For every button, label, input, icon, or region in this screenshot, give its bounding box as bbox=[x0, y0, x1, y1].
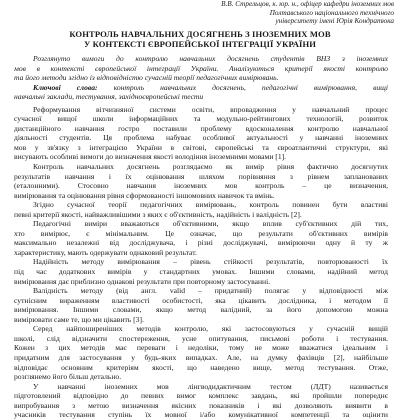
text-line: певні критерії якості, найважливішими з яких є об'єктивність, надійність і валідність [2]. bbox=[14, 209, 302, 219]
text-line: характеристику, мають одержувати однаковий результат. bbox=[14, 247, 197, 257]
text-line: максимально незалежні від досліджувача, і різні досліджувачі, вимірюючи одну й ту ж bbox=[14, 238, 388, 248]
text-line: придатним для застосування у будь-яких випадках. Але, на думку фахівців [2], найбільше bbox=[14, 352, 388, 362]
text-line: Реформування вітчизняної системи освіти, впровадження у навчальний процес bbox=[33, 104, 388, 114]
author-header bbox=[94, 0, 394, 26]
paragraph bbox=[14, 200, 388, 219]
text-line: Згідно сучасної теорії педагогічних вимірювань, контроль повинен бути властиві bbox=[33, 200, 388, 210]
keywords-line bbox=[14, 83, 388, 93]
text-line: випробування з метою визначення якісних показників і які дозволяють виявити в bbox=[14, 400, 388, 410]
text-line: Контроль навчальних досягнень розглядаємо як вимір рівня фактично досягнутих bbox=[33, 162, 388, 172]
keywords bbox=[14, 83, 388, 102]
text-line: учасників тестування ступінь їх мовної і/або комунікативної компетенції та оцінити bbox=[14, 410, 388, 420]
article-title bbox=[14, 29, 386, 49]
paragraph bbox=[14, 162, 388, 200]
text-line: під час додаткових вимірів у стандартних умовах. Іншими словами, надійний метод bbox=[14, 267, 388, 277]
text-line: дистанційного навчання гостро поставили проблему вдосконалення контролю навчальної bbox=[14, 123, 388, 133]
paragraph bbox=[14, 324, 388, 381]
text-line: У навчанні іноземних мов лінгводидактичним тестом (ЛДТ) називається bbox=[33, 381, 388, 391]
text-line: діяльності студентів. Ця проблема набуває особливої актуальності у навчанні іноземних bbox=[14, 133, 388, 143]
affiliation-line: Полтавського національного технічного bbox=[269, 8, 394, 17]
text-line: хто вимірює, є мінімальним. Це означає, що результати об'єктивних вимірів bbox=[14, 228, 388, 238]
author-line: В.В. Стрельцов, к. юр. н., офіцер кафедри іноземних мов bbox=[221, 0, 394, 8]
text-line: розглянемо його більш детально. bbox=[14, 372, 122, 382]
text-line: висувають особливі вимоги до визначення якості володіння іноземними мовами [1]. bbox=[14, 152, 287, 162]
text-line: школі, слід відзначити спостереження, усне опитування, письмові роботи і тестування. bbox=[14, 333, 388, 343]
title-line: КОНТРОЛЬ НАВЧАЛЬНИХ ДОСЯГНЕНЬ З ІНОЗЕМНИХ МОВ bbox=[69, 29, 331, 39]
article-body bbox=[14, 54, 388, 420]
text-line: вимірювання. Іншими словами, якщо метод валідний, за його допомогою можна bbox=[14, 305, 388, 315]
abstract bbox=[14, 54, 388, 83]
text-line: Валідність методу (від англ. valid – придатний) полягає у відповідності між bbox=[33, 286, 388, 296]
abstract-line: Розглянуто вимоги до контролю навчальних досягнень студентів ВНЗ з іноземних bbox=[33, 54, 388, 63]
text-line: Кожен з цих методів має переваги і недоліки, тому не може вважатися ідеальним і bbox=[14, 343, 388, 353]
text-line: мов у зв'язку з інтеграцією України в світові, європейські та євроатлантичні структури, які bbox=[14, 142, 388, 152]
text-line: Серед найпоширеніших методів контролю, які застосовуються у сучасній вищій bbox=[33, 324, 388, 334]
paragraph bbox=[14, 105, 388, 162]
text-line: сучасної вищої школи інформаційних та модульно-рейтингових технологій, розвиток bbox=[14, 114, 388, 124]
text-line: вимірювання та оцінювання рівня сформованості іншомовних навичок та вмінь. bbox=[14, 190, 275, 200]
abstract-line: мов в контексті європейської інтеграції України. Аналізуються критерії якості контролю bbox=[14, 63, 388, 73]
abstract-line: та його методи згідно із відповідністю сучасній теорії педагогічних вимірювань. bbox=[14, 73, 279, 83]
paragraph bbox=[14, 257, 388, 286]
text-line: Педагогічні виміри вважаються об'єктивними, якщо вплив суб'єктивних дій тих, bbox=[33, 219, 388, 229]
paragraph bbox=[14, 219, 388, 257]
affiliation-line: університету імені Юрія Кондратюка bbox=[275, 17, 394, 26]
text-line: підготовлений відповідно до певних вимог комплекс завдань, які пройшли попереднє bbox=[14, 391, 388, 401]
text-line: результатів навчання і їх оцінювання шляхом порівняння з рівнем запланованих bbox=[14, 171, 388, 181]
text-line: вимірювання дає приблизно однакові результати при повторному застосуванні. bbox=[14, 276, 271, 286]
keywords-line: навчальні заклади, тестування, західноєвропейські тести bbox=[14, 92, 204, 102]
text-line: відповідає основним критеріям якості, що наведено вище, метод тестування. Отже, bbox=[14, 362, 388, 372]
text-line: сутнісним вираженням властивості особистості, яка цікавить дослідника, і методом її bbox=[14, 295, 388, 305]
text-line: (еталонними). Стосовно навчання іноземних мов контроль – це визначення, bbox=[14, 181, 388, 191]
title-line: У КОНТЕКСТІ ЄВРОПЕЙСЬКОЇ ІНТЕГРАЦІЇ УКРАЇНИ bbox=[83, 39, 317, 49]
text-line: Надійність методу вимірювання – рівень стійкості результатів, повторюваності їх bbox=[33, 257, 388, 267]
paragraph bbox=[14, 286, 388, 324]
keywords-text: контроль навчальних досягнень, педагогічні вимірювання, вищі bbox=[97, 82, 388, 92]
paragraph bbox=[14, 382, 388, 420]
keywords-label: Ключові слова: bbox=[33, 82, 98, 92]
text-line: вимірювати саме те, що ми цікавить [3]. bbox=[14, 314, 144, 324]
